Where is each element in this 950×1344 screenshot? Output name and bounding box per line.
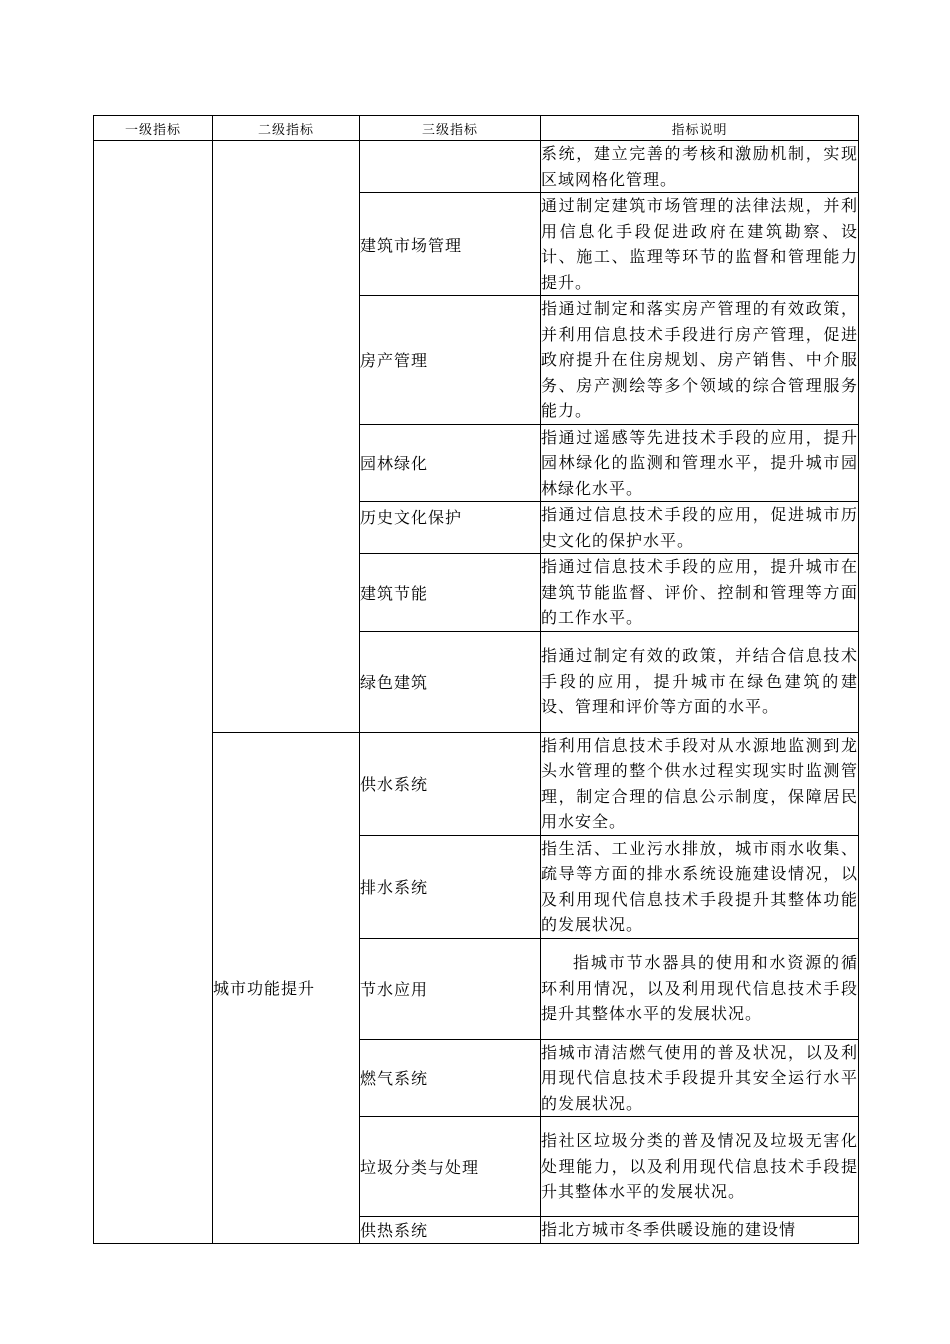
level3-cell bbox=[360, 141, 541, 193]
description-cell: 指通过制定有效的政策，并结合信息技术手段的应用，提升城市在绿色建筑的建设、管理和评价等方面的水平。 bbox=[541, 631, 859, 732]
level3-cell: 房产管理 bbox=[360, 296, 541, 425]
table-row bbox=[94, 141, 859, 193]
level3-cell: 园林绿化 bbox=[360, 424, 541, 502]
description-cell: 指通过制定和落实房产管理的有效政策，并利用信息技术手段进行房产管理，促进政府提升在住房规划、房产销售、中介服务、房产测绘等多个领域的综合管理服务能力。 bbox=[541, 296, 859, 425]
header-level3: 三级指标 bbox=[360, 116, 541, 141]
description-cell: 系统，建立完善的考核和激励机制，实现区域网格化管理。 bbox=[541, 141, 859, 193]
level3-cell: 供水系统 bbox=[360, 732, 541, 835]
description-cell: 指通过信息技术手段的应用，促进城市历史文化的保护水平。 bbox=[541, 502, 859, 554]
description-cell: 指通过遥感等先进技术手段的应用，提升园林绿化的监测和管理水平，提升城市园林绿化水平。 bbox=[541, 424, 859, 502]
description-cell: 指城市节水器具的使用和水资源的循环利用情况，以及利用现代信息技术手段提升其整体水平的发展状况。 bbox=[541, 938, 859, 1039]
description-cell: 指北方城市冬季供暖设施的建设情 bbox=[541, 1217, 859, 1244]
level3-cell: 节水应用 bbox=[360, 938, 541, 1039]
description-cell: 指城市清洁燃气使用的普及状况，以及利用现代信息技术手段提升其安全运行水平的发展状况。 bbox=[541, 1039, 859, 1117]
level3-cell: 供热系统 bbox=[360, 1217, 541, 1244]
description-cell: 指利用信息技术手段对从水源地监测到龙头水管理的整个供水过程实现实时监测管理，制定合理的信息公示制度，保障居民用水安全。 bbox=[541, 732, 859, 835]
level3-cell: 建筑市场管理 bbox=[360, 193, 541, 296]
level3-cell: 排水系统 bbox=[360, 835, 541, 938]
level2-cell: 城市功能提升 bbox=[213, 732, 360, 1243]
indicator-table bbox=[93, 115, 859, 1244]
header-level1: 一级指标 bbox=[94, 116, 213, 141]
level1-cell bbox=[94, 141, 213, 1244]
description-cell: 通过制定建筑市场管理的法律法规，并利用信息化手段促进政府在建筑勘察、设计、施工、监理等环节的监督和管理能力提升。 bbox=[541, 193, 859, 296]
level2-cell-empty bbox=[213, 141, 360, 733]
level3-cell: 历史文化保护 bbox=[360, 502, 541, 554]
level3-cell: 垃圾分类与处理 bbox=[360, 1117, 541, 1217]
header-description: 指标说明 bbox=[541, 116, 859, 141]
header-level2: 二级指标 bbox=[213, 116, 360, 141]
description-cell: 指生活、工业污水排放，城市雨水收集、疏导等方面的排水系统设施建设情况，以及利用现代信息技术手段提升其整体功能的发展状况。 bbox=[541, 835, 859, 938]
description-cell: 指社区垃圾分类的普及情况及垃圾无害化处理能力，以及利用现代信息技术手段提升其整体水平的发展状况。 bbox=[541, 1117, 859, 1217]
level3-cell: 绿色建筑 bbox=[360, 631, 541, 732]
level3-cell: 燃气系统 bbox=[360, 1039, 541, 1117]
description-cell: 指通过信息技术手段的应用，提升城市在建筑节能监督、评价、控制和管理等方面的工作水平。 bbox=[541, 554, 859, 632]
level3-cell: 建筑节能 bbox=[360, 554, 541, 632]
header-row bbox=[94, 116, 859, 141]
